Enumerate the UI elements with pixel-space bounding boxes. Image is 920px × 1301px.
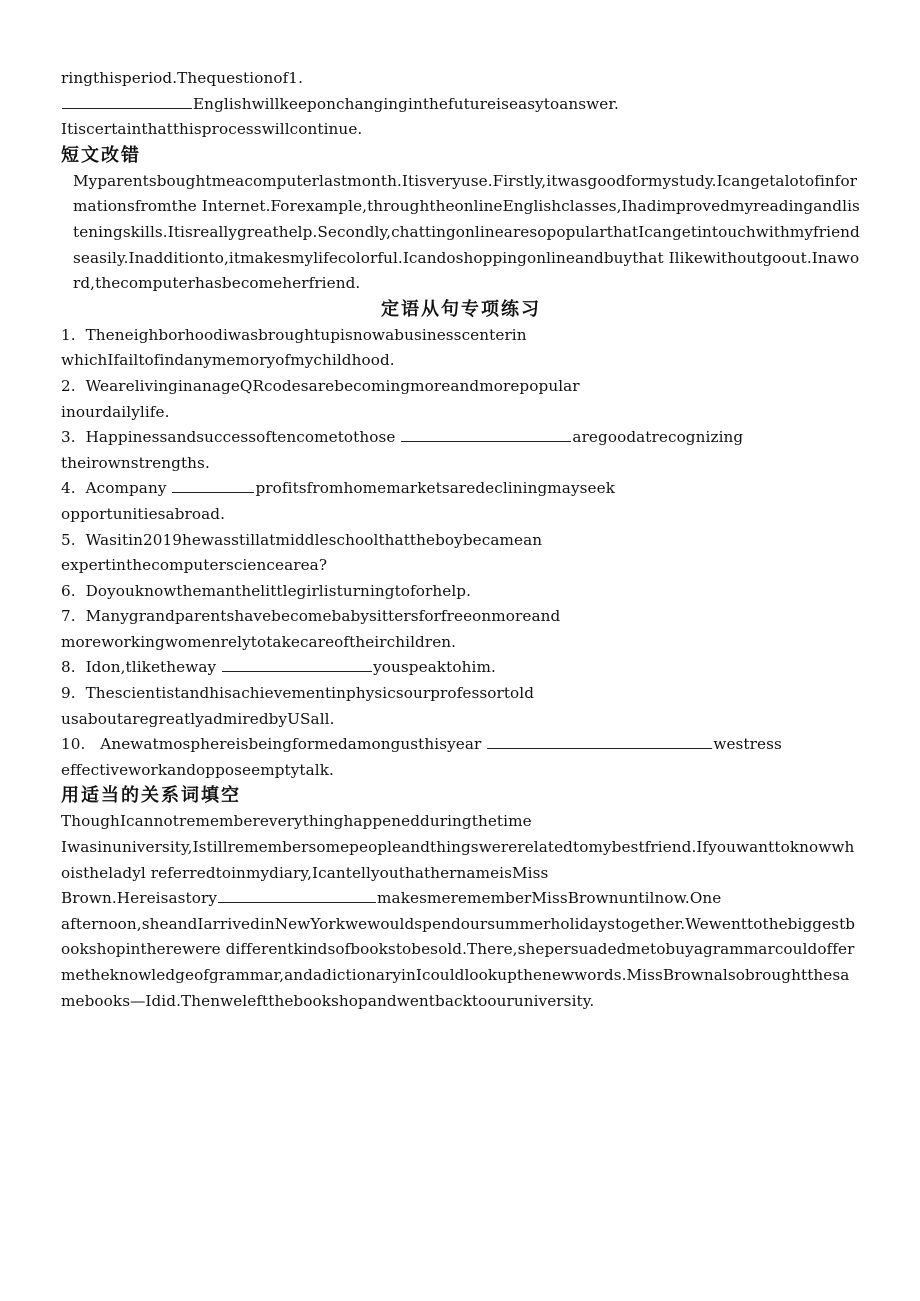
- attributive-practice-heading: 定语从句专项练习: [381, 298, 541, 320]
- answer-blank[interactable]: [62, 92, 192, 109]
- intro-line-3: Itiscertainthatthisprocesswillcontinue.: [61, 120, 363, 139]
- practice-item-4: 4. Acompany profitsfromhomemarketsaredecliningmayseek opportunitiesabroad.: [61, 476, 861, 527]
- intro-line-2-text: Englishwillkeeponchanginginthefutureiseasytoanswer.: [193, 94, 619, 113]
- answer-blank[interactable]: [401, 425, 571, 442]
- document-page: [61, 66, 861, 1014]
- fill-relative-line-3: Brown.Hereisastory makesmerememberMissBrownuntilnow.One: [61, 886, 861, 912]
- error-correction-paragraph: Myparentsboughtmeacomputerlastmonth.Itisveryuse.Firstly,itwasgoodformystudy.Icangetalotofinformationsfromthe Internet.Forexample,throughtheonlineEnglishclasses,Ihadimprovedmyreadingandlisteningskills.Itisreallygreathelp.Secondly,chattingonlinearesopopularthatIcangetintouchwithmyfriendseasily.Inadditionto,itmakesmylifecolorful.Icandoshoppingonlineandbuythat Ilikewithoutgoout.Inaword,thecomputerhasbecomeherfriend.: [73, 171, 860, 293]
- error-correction-heading: 短文改错: [61, 144, 141, 166]
- fill-relative-line-1: ThoughIcannotremembereverythinghappenedduringthetime: [61, 812, 532, 831]
- answer-blank[interactable]: [222, 655, 372, 672]
- fill-relative-heading: 用适当的关系词填空: [61, 785, 241, 807]
- intro-line-1: ringthisperiod.Thequestionof1.: [61, 69, 304, 87]
- answer-blank[interactable]: [172, 476, 254, 493]
- practice-item-2: 2. WearelivinginanageQRcodesarebecomingmoreandmorepopular inourdailylife.: [61, 376, 580, 421]
- practice-item-1: 1. Theneighborhoodiwasbroughtupisnowabusinesscenterin whichIfailtofindanymemoryofmychildhood.: [61, 325, 527, 370]
- answer-blank[interactable]: [218, 886, 376, 903]
- intro-line-2: [61, 92, 861, 118]
- fill-relative-line-4: afternoon,sheandIarrivedinNewYorkwewouldspendoursummerholidaystogether.Wewenttothebiggestbookshopintherewere differentkindsofbookstobesold.There,shepersuadedmetobuyagrammarcouldoffermetheknowledgeofgrammar,andadictionaryinIcouldlookupthenewwords.MissBrownalsobroughtthesamebooks—Idid.Thenweleftthebookshopandwentbacktoouruniversity.: [61, 914, 856, 1010]
- fill-relative-line-2: Iwasinuniversity,Istillremembersomepeopleandthingswererelatedtomybestfriend.Ifyouwanttoknowwhoistheladyl referredtoinmydiary,IcantellyouthathernameisMiss: [61, 838, 855, 882]
- practice-item-8: 8. Idon,tliketheway youspeaktohim.: [61, 655, 861, 681]
- practice-item-9: 9. Thescientistandhisachievementinphysicsourprofessortold usaboutaregreatlyadmiredbyUSall.: [61, 684, 535, 728]
- practice-item-5: 5. Wasitin2019hewasstillatmiddleschoolthattheboybecamean expertinthecomputersciencearea?: [61, 530, 543, 575]
- practice-item-3: 3. Happinessandsuccessoftencometothose aregoodatrecognizing theirownstrengths.: [61, 425, 861, 476]
- practice-item-7: 7. Manygrandparentshavebecomebabysittersforfreeonmoreand moreworkingwomenrelytotakecareoftheirchildren.: [61, 607, 561, 651]
- practice-item-6: 6. Doyouknowthemanthelittlegirlisturningtoforhelp.: [61, 581, 472, 600]
- practice-item-10: 10. Anewatmosphereisbeingformedamongusthisyear westress effectiveworkandopposeemptytalk.: [61, 732, 861, 783]
- answer-blank[interactable]: [487, 732, 712, 749]
